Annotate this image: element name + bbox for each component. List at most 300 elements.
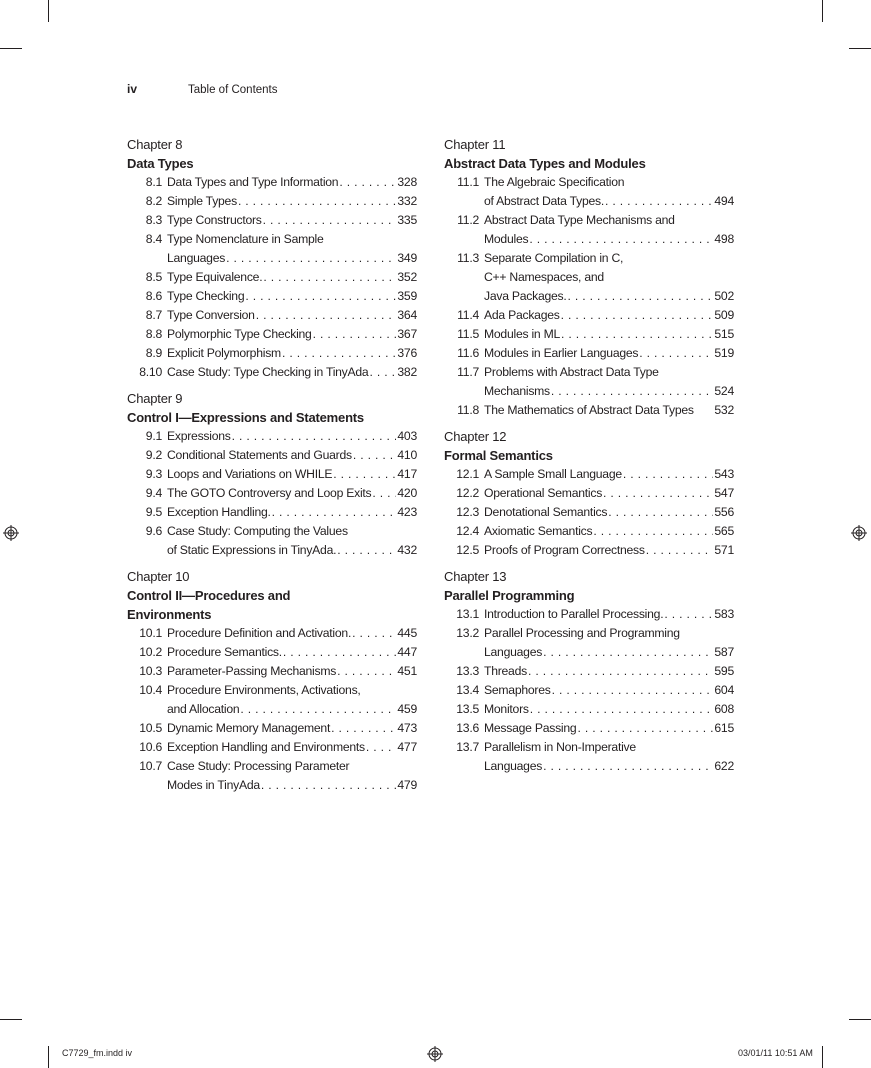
- toc-entry: [444, 465, 734, 484]
- dot-leader: [263, 268, 396, 287]
- chapter-title: Abstract Data Types and Modules: [444, 156, 646, 171]
- page-ref: 403: [397, 429, 417, 443]
- dot-leader: [543, 757, 713, 776]
- page-ref: 459: [397, 702, 417, 716]
- section-number: 8.3: [145, 213, 162, 227]
- chapter-number: Chapter 10: [127, 569, 190, 584]
- page-ref: 451: [397, 664, 417, 678]
- chapter-block: [127, 567, 417, 795]
- section-number: 11.6: [457, 346, 479, 360]
- page-ref: 477: [397, 740, 417, 754]
- section-body: [167, 719, 417, 738]
- toc-entry: [127, 306, 417, 325]
- toc-entry: [127, 503, 417, 522]
- dot-leader: [603, 484, 713, 503]
- chapter-title: Control I—Expressions and Statements: [127, 410, 364, 425]
- toc-entry: [127, 738, 417, 757]
- section-body: [484, 344, 734, 363]
- section-title-line: [484, 287, 734, 306]
- section-body: [484, 325, 734, 344]
- toc-entry: [127, 757, 417, 795]
- toc-entry: [127, 344, 417, 363]
- section-title: Conditional Statements and Guards: [167, 448, 352, 462]
- dot-leader: [372, 484, 396, 503]
- section-body: [167, 287, 417, 306]
- dot-leader: [664, 605, 713, 624]
- section-title-line: [484, 173, 734, 192]
- page-ref: 382: [397, 365, 417, 379]
- section-title: Modules: [484, 232, 529, 246]
- section-body: [167, 427, 417, 446]
- dot-leader: [568, 287, 714, 306]
- page-ref: 328: [397, 175, 417, 189]
- dot-leader: [331, 719, 396, 738]
- section-body: [167, 465, 417, 484]
- section-number: 11.4: [457, 308, 479, 322]
- section-number: 13.1: [456, 607, 479, 621]
- section-title: Axiomatic Semantics: [484, 524, 593, 538]
- section-title-line: [484, 484, 734, 503]
- dot-leader: [283, 643, 397, 662]
- dot-leader: [232, 427, 397, 446]
- crop-mark: [849, 1019, 871, 1020]
- chapter-title: Control II—Procedures and: [127, 588, 291, 603]
- toc-entry: [444, 484, 734, 503]
- page-ref: 565: [714, 524, 734, 538]
- section-number: 10.7: [139, 759, 162, 773]
- section-number: 8.8: [145, 327, 162, 341]
- section-title-line: [167, 522, 417, 541]
- toc-entry: [127, 719, 417, 738]
- section-body: [167, 522, 417, 560]
- toc-entry: [444, 344, 734, 363]
- section-title: The GOTO Controversy and Loop Exits: [167, 486, 372, 500]
- toc-column-left: [127, 135, 417, 802]
- section-body: [167, 757, 417, 795]
- section-title: Loops and Variations on WHILE: [167, 467, 333, 481]
- page-ref: 473: [397, 721, 417, 735]
- section-title: Type Constructors: [167, 213, 262, 227]
- crop-mark: [48, 1046, 49, 1068]
- section-title: of Static Expressions in TinyAda.: [167, 543, 337, 557]
- section-number: 9.5: [145, 505, 162, 519]
- section-title: Mechanisms: [484, 384, 550, 398]
- section-number: 10.5: [139, 721, 162, 735]
- page-ref: 420: [397, 486, 417, 500]
- section-body: [484, 465, 734, 484]
- section-body: [167, 211, 417, 230]
- section-body: [484, 738, 734, 776]
- page-ref: 604: [714, 683, 734, 697]
- dot-leader: [313, 325, 397, 344]
- section-number: 13.6: [456, 721, 479, 735]
- toc-entry: [127, 522, 417, 560]
- page-ref: 335: [397, 213, 417, 227]
- section-number: 11.2: [457, 213, 479, 227]
- section-title: Exception Handling and Environments: [167, 740, 365, 754]
- page-number: iv: [127, 82, 138, 96]
- dot-leader: [263, 211, 397, 230]
- toc-entry: [127, 192, 417, 211]
- section-number: 9.2: [145, 448, 162, 462]
- dot-leader: [608, 503, 713, 522]
- section-title: Case Study: Type Checking in TinyAda: [167, 365, 369, 379]
- toc-entry: [444, 541, 734, 560]
- section-body: [484, 306, 734, 325]
- section-title-line: [167, 662, 417, 681]
- section-number: 10.2: [139, 645, 162, 659]
- section-body: [484, 624, 734, 662]
- dot-leader: [261, 776, 397, 795]
- section-number: 11.1: [457, 175, 479, 189]
- page-ref: 615: [714, 721, 734, 735]
- section-title-line: [484, 211, 734, 230]
- slug-file: C7729_fm.indd iv: [62, 1048, 133, 1058]
- section-title-line: [167, 484, 417, 503]
- section-title: Simple Types: [167, 194, 237, 208]
- toc-entry: [127, 325, 417, 344]
- dot-leader: [528, 662, 713, 681]
- dot-leader: [245, 287, 396, 306]
- chapter-block: [444, 427, 734, 560]
- section-title: Monitors: [484, 702, 529, 716]
- section-body: [484, 541, 734, 560]
- dot-leader: [623, 465, 714, 484]
- section-body: [167, 325, 417, 344]
- crop-mark: [849, 48, 871, 49]
- section-number: 8.1: [145, 175, 162, 189]
- section-title: Proofs of Program Correctness: [484, 543, 645, 557]
- chapter-number: Chapter 13: [444, 569, 507, 584]
- dot-leader: [282, 344, 396, 363]
- toc-entry: [127, 211, 417, 230]
- toc-entry: [444, 719, 734, 738]
- section-body: [484, 401, 734, 420]
- section-title-line: [484, 325, 734, 344]
- page-ref: 509: [714, 308, 734, 322]
- section-number: 8.4: [145, 232, 162, 246]
- section-body: [167, 344, 417, 363]
- section-title: Abstract Data Type Mechanisms and: [484, 213, 675, 227]
- section-title: Modes in TinyAda: [167, 778, 260, 792]
- section-number: 8.2: [145, 194, 162, 208]
- page-ref: 524: [714, 384, 734, 398]
- section-title-line: [167, 268, 417, 287]
- section-title-line: [484, 382, 734, 401]
- section-body: [167, 662, 417, 681]
- registration-mark-icon: [427, 1046, 443, 1062]
- toc-entry: [127, 484, 417, 503]
- toc-entry: [444, 173, 734, 211]
- section-number: 11.7: [457, 365, 479, 379]
- toc-entry: [127, 230, 417, 268]
- section-title-line: [167, 446, 417, 465]
- section-title: Languages: [167, 251, 226, 265]
- page-ref: 571: [714, 543, 734, 557]
- chapter-block: [127, 389, 417, 560]
- registration-mark-icon: [851, 525, 867, 541]
- section-title: Polymorphic Type Checking: [167, 327, 312, 341]
- chapter-block: [444, 135, 734, 420]
- section-number: 11.3: [457, 251, 479, 265]
- section-title-line: [484, 522, 734, 541]
- crop-mark: [822, 1046, 823, 1068]
- page-ref: 608: [714, 702, 734, 716]
- toc-entry: [444, 738, 734, 776]
- section-body: [167, 192, 417, 211]
- chapter-block: [127, 135, 417, 382]
- page-ref: 364: [397, 308, 417, 322]
- toc-entry: [127, 427, 417, 446]
- toc-entry: [444, 363, 734, 401]
- chapter-title: Data Types: [127, 156, 194, 171]
- section-title-line: [167, 503, 417, 522]
- toc-entry: [444, 503, 734, 522]
- page-ref: 417: [397, 467, 417, 481]
- section-title-line: [167, 306, 417, 325]
- dot-leader: [561, 325, 713, 344]
- section-body: [167, 173, 417, 192]
- section-title-line: [167, 700, 417, 719]
- dot-leader: [552, 681, 714, 700]
- section-number: 13.3: [456, 664, 479, 678]
- section-title: Explicit Polymorphism: [167, 346, 281, 360]
- section-title-line: [484, 757, 734, 776]
- chapter-title: Environments: [127, 607, 212, 622]
- section-title: C++ Namespaces, and: [484, 270, 604, 284]
- page-ref: 583: [714, 607, 734, 621]
- section-title-line: [484, 738, 734, 757]
- page-ref: 479: [397, 778, 417, 792]
- section-number: 10.3: [139, 664, 162, 678]
- section-title: Java Packages.: [484, 289, 567, 303]
- section-title-line: [484, 605, 734, 624]
- page-ref: 423: [397, 505, 417, 519]
- chapter-title: Parallel Programming: [444, 588, 575, 603]
- section-title: The Algebraic Specification: [484, 175, 625, 189]
- section-body: [484, 211, 734, 249]
- chapter-number: Chapter 12: [444, 429, 507, 444]
- crop-mark: [48, 0, 49, 22]
- toc-entry: [444, 211, 734, 249]
- section-title-line: [484, 465, 734, 484]
- section-body: [484, 522, 734, 541]
- section-number: 13.2: [456, 626, 479, 640]
- section-title-line: [484, 503, 734, 522]
- section-title-line: [484, 401, 734, 420]
- toc-entry: [127, 446, 417, 465]
- dot-leader: [337, 541, 396, 560]
- page-ref: 432: [397, 543, 417, 557]
- section-number: 12.5: [456, 543, 479, 557]
- section-title: Ada Packages: [484, 308, 560, 322]
- section-title-line: [484, 192, 734, 211]
- section-body: [484, 173, 734, 211]
- section-title: Threads: [484, 664, 527, 678]
- page-ref: 532: [714, 403, 734, 417]
- running-title: Table of Contents: [188, 84, 278, 96]
- section-title-line: [484, 541, 734, 560]
- section-body: [484, 719, 734, 738]
- section-title: Semaphores: [484, 683, 551, 697]
- page-ref: 332: [397, 194, 417, 208]
- toc-entry: [444, 325, 734, 344]
- section-title-line: [484, 643, 734, 662]
- chapter-number: Chapter 9: [127, 391, 183, 406]
- dot-leader: [639, 344, 713, 363]
- section-title-line: [167, 738, 417, 757]
- section-title-line: [484, 230, 734, 249]
- section-title: Message Passing: [484, 721, 577, 735]
- dot-leader: [593, 522, 713, 541]
- section-title: Procedure Definition and Activation.: [167, 626, 352, 640]
- dot-leader: [529, 230, 713, 249]
- crop-mark: [0, 1019, 22, 1020]
- section-title-line: [484, 249, 734, 268]
- dot-leader: [605, 192, 713, 211]
- section-title: Modules in ML: [484, 327, 561, 341]
- section-title-line: [484, 306, 734, 325]
- toc-entry: [444, 605, 734, 624]
- section-number: 12.2: [456, 486, 479, 500]
- section-title-line: [167, 776, 417, 795]
- registration-mark-icon: [3, 525, 19, 541]
- section-title-line: [167, 757, 417, 776]
- chapter-title: Formal Semantics: [444, 448, 553, 463]
- section-title-line: [167, 230, 417, 249]
- section-title: The Mathematics of Abstract Data Types: [484, 403, 694, 417]
- section-number: 8.5: [145, 270, 162, 284]
- section-title-line: [167, 344, 417, 363]
- section-body: [167, 624, 417, 643]
- section-body: [167, 738, 417, 757]
- dot-leader: [561, 306, 714, 325]
- section-title: Type Checking: [167, 289, 245, 303]
- section-body: [484, 605, 734, 624]
- dot-leader: [646, 541, 714, 560]
- section-body: [167, 681, 417, 719]
- section-body: [167, 268, 417, 287]
- section-title-line: [167, 719, 417, 738]
- page-ref: 447: [397, 645, 417, 659]
- section-body: [167, 230, 417, 268]
- section-body: [167, 306, 417, 325]
- section-title-line: [484, 681, 734, 700]
- section-title: Operational Semantics: [484, 486, 603, 500]
- section-number: 9.1: [145, 429, 162, 443]
- dot-leader: [366, 738, 397, 757]
- section-title: of Abstract Data Types.: [484, 194, 605, 208]
- page-ref: 498: [714, 232, 734, 246]
- section-title: Separate Compilation in C,: [484, 251, 624, 265]
- toc-entry: [127, 681, 417, 719]
- section-title: Languages: [484, 645, 543, 659]
- section-title: Parallelism in Non-Imperative: [484, 740, 636, 754]
- section-number: 10.4: [139, 683, 162, 697]
- section-title: Languages: [484, 759, 543, 773]
- section-title-line: [167, 643, 417, 662]
- section-title-line: [167, 363, 417, 382]
- page-ref: 622: [714, 759, 734, 773]
- section-title: Parallel Processing and Programming: [484, 626, 680, 640]
- page-ref: 410: [397, 448, 417, 462]
- page-ref: 494: [714, 194, 734, 208]
- section-title: Case Study: Computing the Values: [167, 524, 348, 538]
- section-body: [167, 484, 417, 503]
- toc-entry: [444, 681, 734, 700]
- toc-entry: [127, 287, 417, 306]
- section-body: [167, 643, 417, 662]
- chapter-number: Chapter 11: [444, 137, 506, 152]
- toc-entry: [444, 306, 734, 325]
- section-title: Exception Handling.: [167, 505, 271, 519]
- page-ref: 445: [397, 626, 417, 640]
- dot-leader: [551, 382, 714, 401]
- section-title-line: [167, 173, 417, 192]
- dot-leader: [333, 465, 396, 484]
- section-body: [484, 700, 734, 719]
- section-title: Procedure Environments, Activations,: [167, 683, 361, 697]
- section-title-line: [484, 268, 734, 287]
- section-number: 8.7: [145, 308, 162, 322]
- toc-entry: [127, 268, 417, 287]
- section-number: 8.9: [145, 346, 162, 360]
- section-title-line: [167, 427, 417, 446]
- toc-entry: [127, 465, 417, 484]
- toc-entry: [127, 662, 417, 681]
- section-title: Dynamic Memory Management: [167, 721, 331, 735]
- toc-entry: [444, 401, 734, 420]
- chapter-block: [444, 567, 734, 776]
- dot-leader: [240, 700, 396, 719]
- page-ref: 543: [714, 467, 734, 481]
- toc-entry: [444, 700, 734, 719]
- running-header: [127, 82, 278, 96]
- section-title-line: [167, 249, 417, 268]
- slug-datetime: 03/01/11 10:51 AM: [738, 1048, 813, 1058]
- page-ref: 547: [714, 486, 734, 500]
- section-number: 11.5: [457, 327, 479, 341]
- section-title-line: [167, 541, 417, 560]
- page-ref: 556: [714, 505, 734, 519]
- toc-entry: [444, 522, 734, 541]
- section-body: [167, 446, 417, 465]
- dot-leader: [369, 363, 396, 382]
- dot-leader: [339, 173, 396, 192]
- page-ref: 519: [714, 346, 734, 360]
- section-number: 8.10: [139, 365, 162, 379]
- section-title-line: [484, 700, 734, 719]
- page-ref: 595: [714, 664, 734, 678]
- section-body: [484, 484, 734, 503]
- dot-leader: [543, 643, 713, 662]
- section-title-line: [167, 287, 417, 306]
- section-number: 12.4: [456, 524, 479, 538]
- section-body: [484, 249, 734, 306]
- toc-column-right: [444, 135, 734, 783]
- section-title: Parameter-Passing Mechanisms: [167, 664, 337, 678]
- page-ref: 502: [714, 289, 734, 303]
- dot-leader: [256, 306, 397, 325]
- crop-mark: [0, 48, 22, 49]
- chapter-number: Chapter 8: [127, 137, 183, 152]
- section-title-line: [484, 624, 734, 643]
- section-body: [484, 662, 734, 681]
- toc-entry: [444, 662, 734, 681]
- dot-leader: [337, 662, 396, 681]
- section-title: Problems with Abstract Data Type: [484, 365, 659, 379]
- section-title: Introduction to Parallel Processing.: [484, 607, 664, 621]
